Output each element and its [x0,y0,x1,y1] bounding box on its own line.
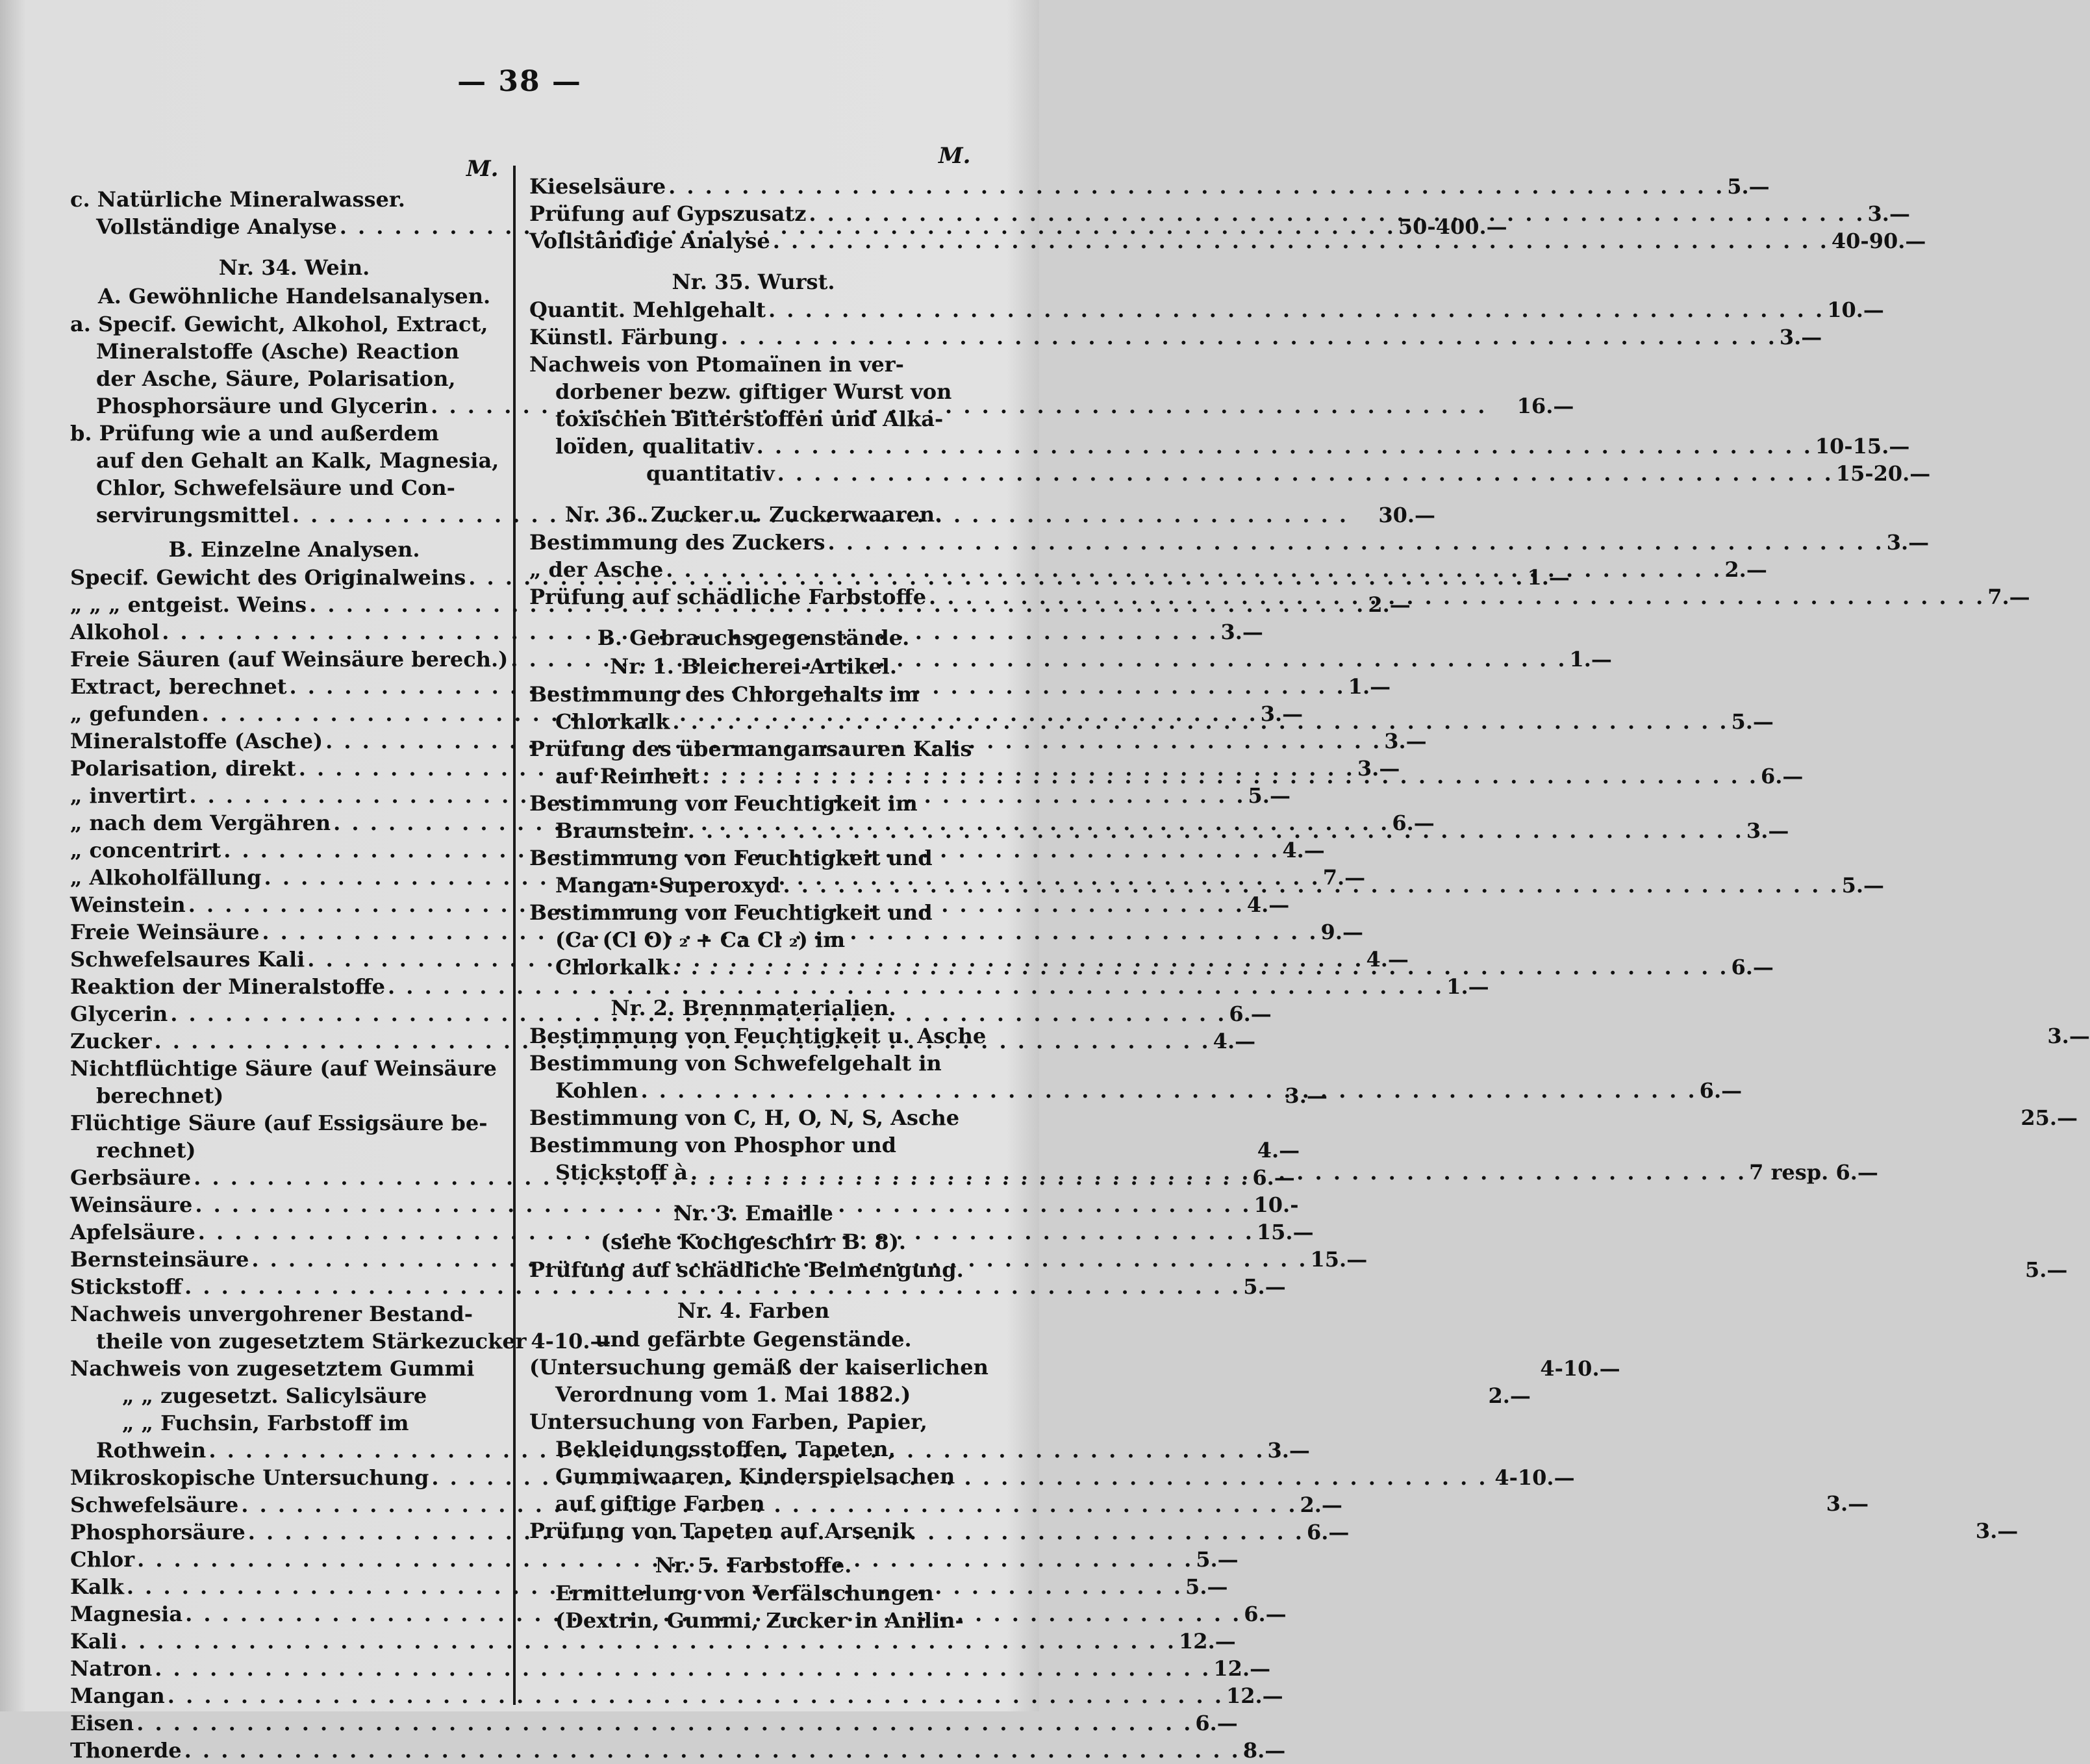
item-price: 6.— [1244,1602,1287,1626]
text-line: Flüchtige Säure (auf Essigsäure be- [70,1111,488,1135]
price-line: Nachweis von zugesetztem Gummi 4-10.— [70,1356,1620,1381]
item-label: Kali [70,1629,118,1654]
price-line: Phosphorsäure und Glycerin . . . 16.— [70,392,518,420]
item-label: Bestimmung des Zuckers [529,530,825,555]
item-label: „ der Asche [529,557,664,582]
item-label: „ nach dem Vergähren [70,811,331,835]
item-price: 7.— [1987,585,2030,609]
item-price: 12.— [1179,1629,1236,1654]
item-price: 3.— [1886,530,1930,555]
price-line [529,529,1930,556]
section-c-heading: c. Natürliche Mineralwasser. [70,187,405,212]
text-line: Untersuchung von Farben, Papier, [529,1409,927,1434]
item-label: Reaktion der Mineralstoffe [70,974,385,999]
text-line: „ „ Fuchsin, Farbstoff im [122,1411,409,1435]
price-line: Prüfung von Tapeten auf Arsenik 3.— [529,1518,2019,1543]
item-label: Apfelsäure [70,1220,195,1244]
item-label: Mikroskopische Untersuchung [70,1465,429,1490]
price-line [529,296,1884,323]
item-price: 1.— [1446,974,1489,999]
item-label: Schwefelsaures Kali [70,947,305,972]
text-line: a. Specif. Gewicht, Alkohol, Extract, [70,312,488,336]
item-label: Zucker [70,1029,152,1053]
item-price: 2.— [1368,592,1411,617]
item-price: 12.— [1226,1683,1283,1708]
text-line: Bekleidungsstoffen, Tapeten, [555,1437,896,1461]
text-line: (Untersuchung gemäß der kaiserlichen [529,1355,988,1380]
text-line: Nachweis unvergohrener Bestand- [70,1302,473,1326]
item-price: 6.— [1392,811,1435,835]
text-line: Mineralstoffe (Asche) Reaction [96,339,459,364]
item-price: 5.— [1248,783,1291,808]
item-price: 2.— [1300,1493,1342,1517]
section-heading-farben-2: und gefärbte Gegenstände. [595,1327,912,1352]
item-price: 4.— [1282,838,1325,863]
item-price: 4.— [1213,1029,1256,1053]
price-line: Braunstein . . . 3.— [529,817,977,844]
price-line [70,864,1366,891]
item-price: 3.— [1867,201,1910,226]
price-line: auf giftige Farben 3.— [555,1491,1869,1516]
item-price: 8.— [1242,1738,1286,1763]
item-price: 15.— [1310,1247,1368,1272]
subsection-heading: A. Gewöhnliche Handelsanalysen. [97,284,491,309]
text-line: b. Prüfung wie a und außerdem [70,421,439,446]
price-line: Rothwein . . . 3.— [70,1437,518,1464]
item-price: 10.— [1827,297,1884,322]
item-price: 2.— [1724,557,1767,582]
price-line: servirungsmittel . . . 30.— [70,501,518,529]
price-line [70,1273,1286,1300]
item-price: 40-90.— [1831,229,1926,253]
price-line: loïden, qualitativ . . . 10-15.— [529,433,977,460]
item-price: 5.— [1727,174,1770,199]
item-price: 1.— [1527,565,1570,590]
price-line: theile von zugesetztem Stärkezucker 4-10.— [96,1329,611,1354]
item-label: Freie Säuren (auf Weinsäure berech.) [70,647,509,672]
text-line: auf den Gehalt an Kalk, Magnesia, [96,448,499,473]
price-line: Bestimmung von Feuchtigkeit u. Asche 3.— [529,1024,2090,1048]
item-label: „ „ „ entgeist. Weins [70,592,307,617]
text-line: Bestimmung von Schwefelgehalt in [529,1051,942,1076]
item-price: 7.— [1322,865,1366,890]
price-line: berechnet) 3.— [96,1083,1328,1108]
price-line: auf Reinheit . . . 6.— [529,762,977,790]
item-price: 6.— [1252,1165,1295,1190]
item-label: Weinstein [70,892,186,917]
text-line: Chlor, Schwefelsäure und Con- [96,475,455,500]
price-line: Mangan-Superoxyd . . . 5.— [529,872,977,899]
item-price: 1.— [1569,647,1612,672]
price-line: Kohlen . . . 6.— [529,1077,977,1104]
item-label: Chlor [70,1547,135,1572]
price-list [529,296,1884,351]
item-label: Magnesia [70,1602,183,1626]
section-heading-zucker: Nr. 36. Zucker u. Zuckerwaaren. [564,502,942,527]
item-label: Extract, berechnet [70,674,287,699]
item-label: Kalk [70,1574,124,1599]
price-line: „ „ zugesetzt. Salicylsäure 2.— [122,1383,1531,1408]
item-label: Natron [70,1656,153,1681]
item-price: 6.— [1306,1520,1350,1544]
item-label: Specif. Gewicht des Originalweins [70,565,466,590]
item-price: 6.— [1229,1002,1272,1026]
price-line: Chlorkalk . . . 6.— [529,953,977,981]
text-line: Ermittelung von Verfälschungen [555,1581,934,1606]
item-price: 4.— [1246,892,1290,917]
item-price: 5.— [1196,1547,1239,1572]
item-price: 10.- [1253,1192,1299,1217]
item-price: 1.— [1348,674,1391,699]
section-heading-emaille: Nr. 3. Emaille [674,1201,833,1226]
price-line [70,1027,1256,1055]
price-line [70,1709,1238,1737]
subsection-heading: B. Einzelne Analysen. [168,537,420,562]
item-price: 5.— [1243,1274,1286,1299]
text-line: Bestimmung von Phosphor und [529,1133,897,1157]
price-line [70,1246,1368,1273]
section-heading-gebrauch: B. Gebrauchsgegenstände. [597,625,910,650]
item-label: Schwefelsäure [70,1493,239,1517]
item-label: Vollständige Analyse [529,229,770,253]
formula-line: (Ca (Cl O) ₂ + Ca Cl ₂) im [555,927,846,952]
section-heading-brenn: Nr. 2. Brennmaterialien. [611,996,896,1020]
item-label: „ invertirt [70,783,187,808]
price-line [70,1164,1295,1191]
item-label: Freie Weinsäure [70,920,260,944]
text-line: Prüfung des übermangansauren Kalis [529,737,972,761]
item-label: Mangan [70,1683,165,1708]
text-line: Bestimmung von Feuchtigkeit und [529,846,933,870]
item-label: „ gefunden [70,701,199,726]
text-line: toxischen Bitterstoffen und Alka- [555,407,944,431]
item-label: Gerbsäure [70,1165,192,1190]
price-line [70,1628,1236,1655]
section-subheading: (siehe Kochgeschirr B. 8). [600,1229,907,1254]
item-price: 12.— [1213,1656,1271,1681]
price-line [70,700,1303,727]
section-heading-bleich: Nr. 1. Bleicherei-Artikel. [610,654,897,679]
item-label: Mineralstoffe (Asche) [70,729,323,753]
section-heading-farbstoffe: Nr. 5. Farbstoffe. [655,1553,852,1578]
price-line [70,1737,1286,1764]
price-line: rechnet) 4.— [96,1138,1300,1163]
item-price: 3.— [1220,620,1263,644]
text-line: der Asche, Säure, Polarisation, [96,366,456,391]
price-list [529,529,2030,611]
item-price: 3.— [1357,756,1400,781]
text-line: (Dextrin, Gummi, Zucker in Anilin- [555,1608,964,1633]
text-line: dorbener bezw. giftiger Wurst von [555,379,952,404]
item-label: Thonerde [70,1738,182,1763]
page-number: — 38 — [457,65,582,98]
item-label: Eisen [70,1711,134,1735]
price-line: Vollständige Analyse . . . 50-400.— [70,213,518,240]
section-heading-wurst: Nr. 35. Wurst. [672,270,835,294]
item-price: 4-10.— [1494,1465,1575,1490]
item-label: Polarisation, direkt [70,756,296,781]
item-label: Stickstoff [70,1274,183,1299]
item-label: Alkohol [70,620,160,644]
price-line [70,973,1489,1000]
item-price: 3.— [1384,729,1427,753]
price-line: Stickstoff à . . . 7 resp. 6.— [529,1159,977,1186]
price-line [70,1655,1271,1682]
price-line [529,200,1910,227]
price-line [70,1682,1283,1709]
text-line: Nichtflüchtige Säure (auf Weinsäure [70,1056,497,1081]
text-line: Verordnung vom 1. Mai 1882.) [555,1382,911,1407]
section-heading-farben: Nr. 4. Farben [677,1298,830,1323]
item-price: 6.— [1195,1711,1238,1735]
item-label: Bernsteinsäure [70,1247,249,1272]
item-label: Phosphorsäure [70,1520,246,1544]
item-price: 9.— [1320,920,1363,944]
item-label: Weinsäure [70,1192,193,1217]
currency-header: M. [466,156,499,182]
item-label: Kieselsäure [529,174,666,199]
price-line [529,583,2030,611]
currency-header: M. [938,143,971,169]
price-line: Prüfung auf schädliche Beimengung. 5.— [529,1257,2068,1282]
item-label: Prüfung auf Gypszusatz [529,201,807,226]
item-price: 3.— [1260,701,1303,726]
price-line [529,556,1767,583]
text-line: Bestimmung von Feuchtigkeit im [529,791,918,816]
item-price: 5.— [1185,1574,1228,1599]
item-label: „ Alkoholfällung [70,865,262,890]
price-line [529,227,1926,255]
price-line [529,173,1770,200]
item-label: Glycerin [70,1002,168,1026]
price-line: Bestimmung von C, H, O, N, S, Asche 25.— [529,1105,2078,1130]
text-line: Bestimmung des Chlorgehalts im [529,682,919,707]
item-price: 15.— [1256,1220,1314,1244]
price-line: quantitativ . . . 15-20.— [529,460,977,487]
text-line: Gummiwaaren, Kinderspielsachen [555,1464,955,1489]
section-heading-wein: Nr. 34. Wein. [218,255,370,280]
item-label: Prüfung auf schädliche Farbstoffe [529,585,927,609]
price-line [529,323,1822,351]
price-line: Chlorkalk . . . 5.— [529,708,977,735]
item-price: 4.— [1366,947,1409,972]
item-label: Künstl. Färbung [529,325,718,349]
item-price: 3.— [1779,325,1822,349]
text-line: Bestimmung von Feuchtigkeit und [529,900,933,925]
item-label: „ concentrirt [70,838,221,863]
item-label: Quantit. Mehlgehalt [529,297,766,322]
text-line: Nachweis von Ptomaïnen in ver- [529,352,904,377]
